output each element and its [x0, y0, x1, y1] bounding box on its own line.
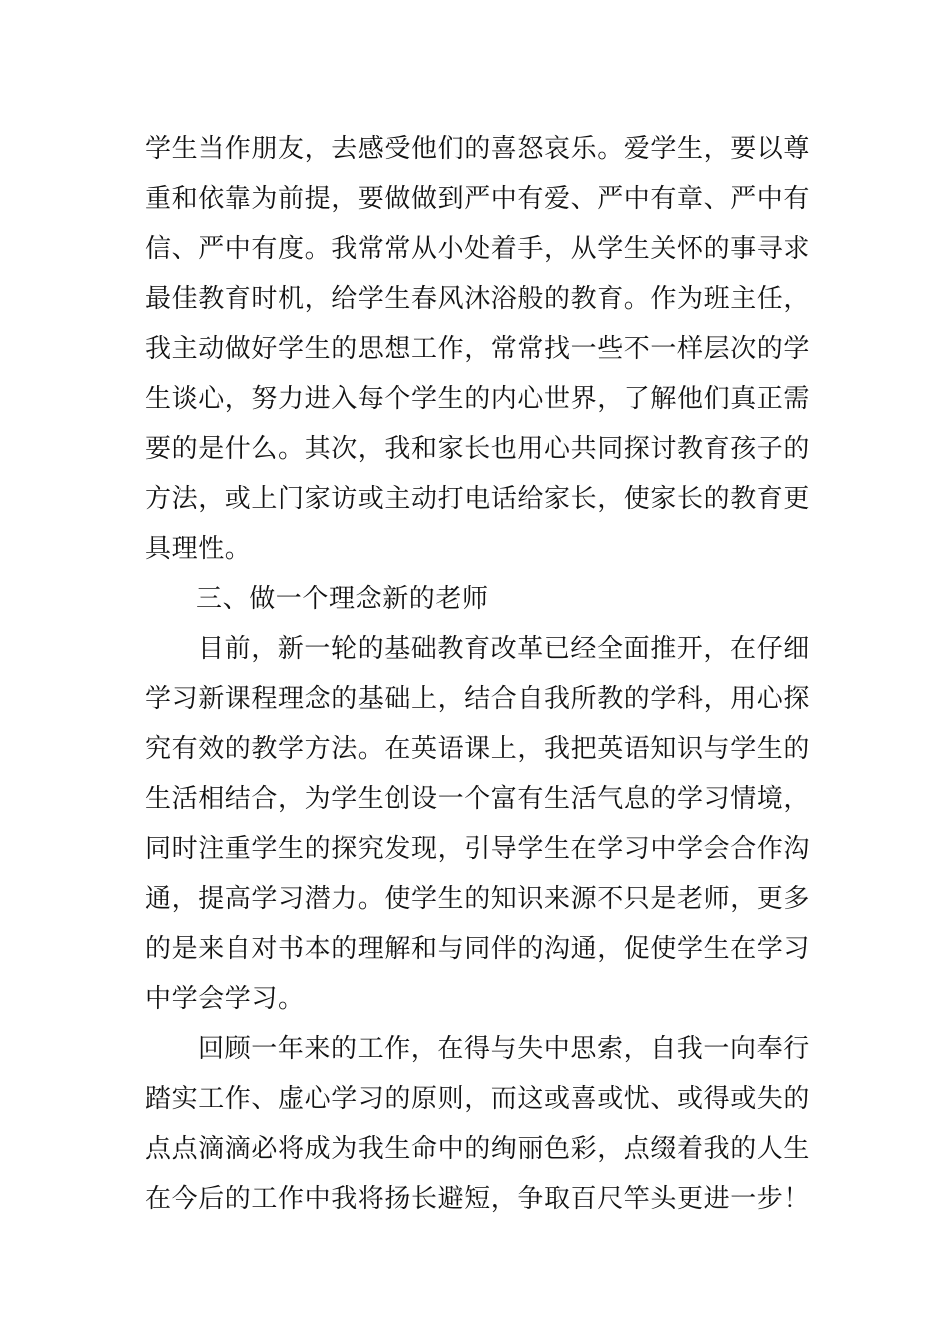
text-line: 中学会学习。	[145, 984, 305, 1014]
text-line: 目前，新一轮的基础教育改革已经全面推开，在仔细	[198, 634, 810, 664]
text-line: 最佳教育时机，给学生春风沐浴般的教育。作为班主任，	[145, 284, 811, 314]
text-line: 同时注重学生的探究发现，引导学生在学习中学会合作沟	[145, 834, 811, 864]
text-line: 在今后的工作中我将扬长避短，争取百尺竿头更进一步！	[145, 1184, 811, 1214]
text-line: 回顾一年来的工作，在得与失中思索，自我一向奉行	[198, 1034, 810, 1064]
text-line: 点点滴滴必将成为我生命中的绚丽色彩，点缀着我的人生	[145, 1134, 811, 1164]
text-line: 究有效的教学方法。在英语课上，我把英语知识与学生的	[145, 734, 811, 764]
text-line: 学习新课程理念的基础上，结合自我所教的学科，用心探	[145, 684, 811, 714]
text-line: 信、严中有度。我常常从小处着手，从学生关怀的事寻求	[145, 234, 811, 264]
text-line: 踏实工作、虚心学习的原则，而这或喜或忧、或得或失的	[145, 1084, 811, 1114]
section-heading: 三、做一个理念新的老师	[196, 584, 489, 614]
text-line: 方法，或上门家访或主动打电话给家长，使家长的教育更	[145, 484, 811, 514]
text-line: 通，提高学习潜力。使学生的知识来源不只是老师，更多	[145, 884, 811, 914]
text-line: 生活相结合，为学生创设一个富有生活气息的学习情境，	[145, 784, 811, 814]
text-line: 学生当作朋友，去感受他们的喜怒哀乐。爱学生，要以尊	[145, 134, 811, 164]
text-line: 我主动做好学生的思想工作，常常找一些不一样层次的学	[145, 334, 811, 364]
text-line: 的是来自对书本的理解和与同伴的沟通，促使学生在学习	[145, 934, 811, 964]
text-line: 具理性。	[145, 534, 252, 564]
text-line: 生谈心，努力进入每个学生的内心世界，了解他们真正需	[145, 384, 811, 414]
text-line: 要的是什么。其次，我和家长也用心共同探讨教育孩子的	[145, 434, 811, 464]
text-line: 重和依靠为前提，要做做到严中有爱、严中有章、严中有	[145, 184, 811, 214]
